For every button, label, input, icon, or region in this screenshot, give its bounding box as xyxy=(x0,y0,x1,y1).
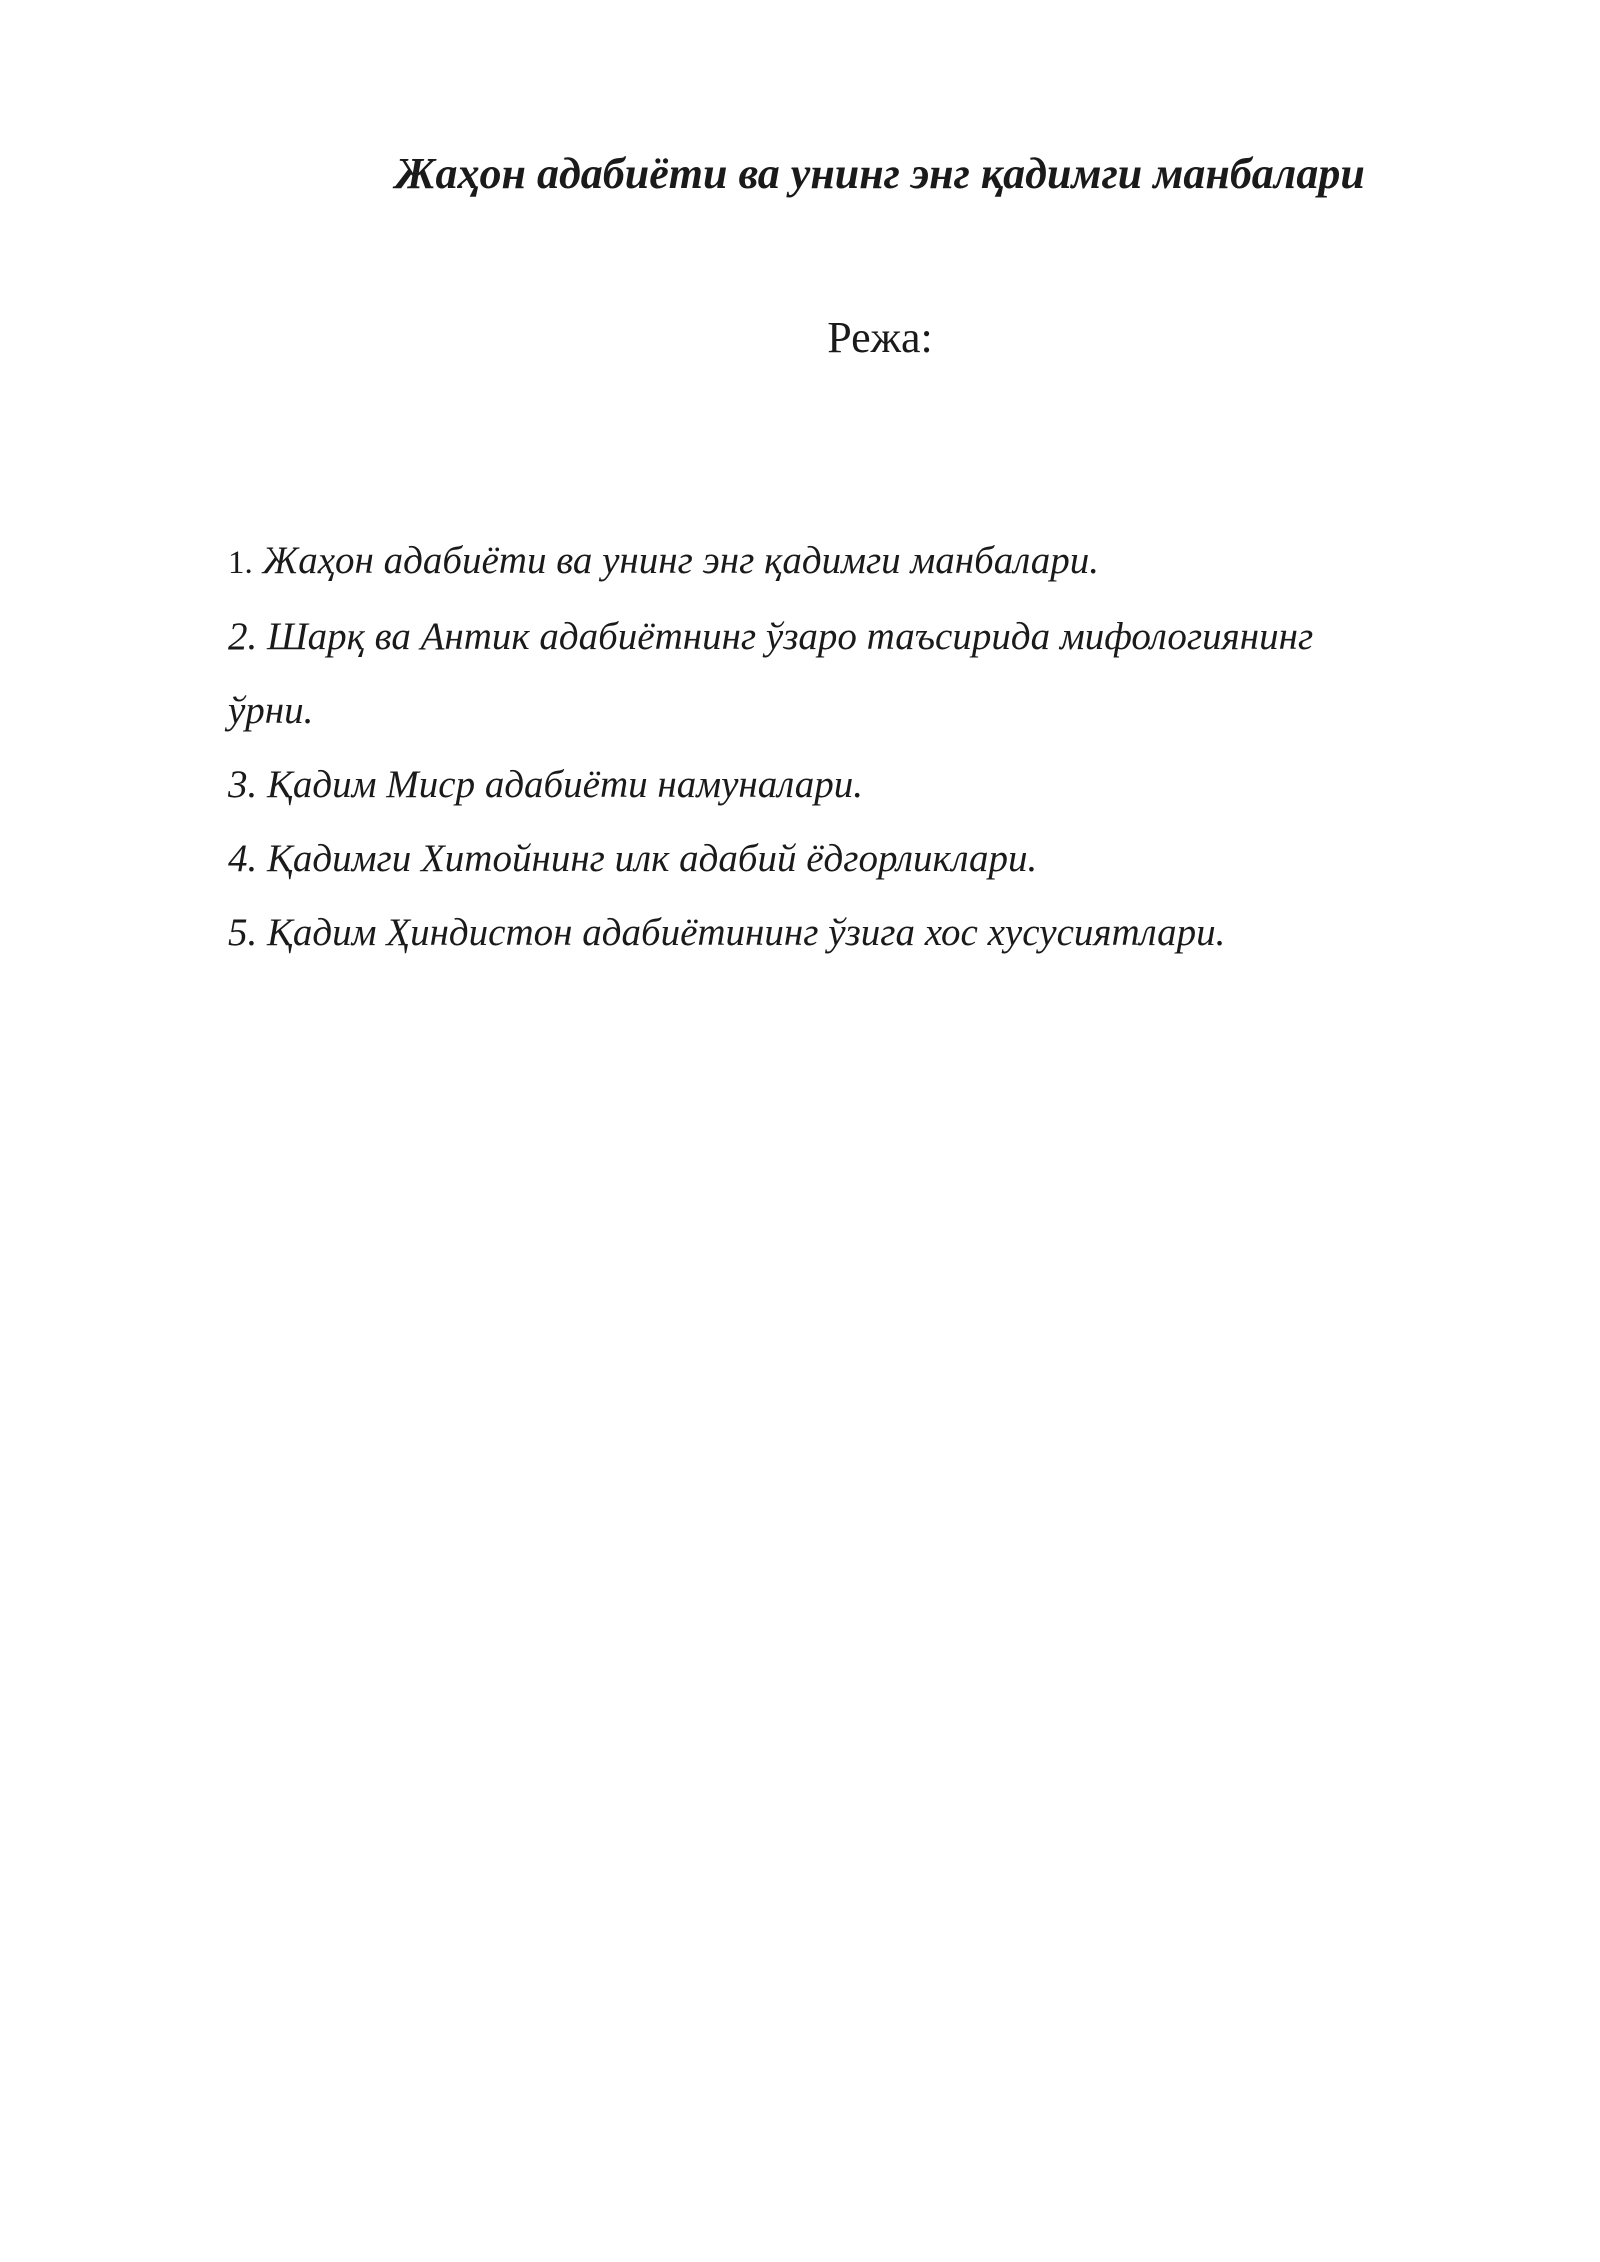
plan-item-2 xyxy=(228,600,1468,674)
plan-item-number: 4. xyxy=(228,837,258,880)
plan-item-5 xyxy=(228,896,1468,970)
plan-heading: Режа: xyxy=(827,313,933,362)
document-title: Жаҳон адабиёти ва унинг энг қадимги манбалари xyxy=(395,149,1365,198)
plan-item-1 xyxy=(228,524,1468,600)
plan-item-text: ўрни. xyxy=(228,689,314,732)
plan-item-number: 3. xyxy=(228,763,258,806)
plan-item-2-continuation xyxy=(228,674,1468,748)
plan-item-text: Қадим Миср адабиёти намуналари. xyxy=(267,763,864,806)
plan-list xyxy=(228,524,1468,970)
plan-item-text: Шарқ ва Антик адабиётнинг ўзаро таъсирида мифологиянинг xyxy=(267,615,1314,658)
plan-item-number: 2. xyxy=(228,615,258,658)
plan-item-4 xyxy=(228,822,1468,896)
plan-item-text: Жаҳон адабиёти ва унинг энг қадимги манбалари. xyxy=(262,539,1100,582)
plan-item-number: 5. xyxy=(228,911,258,954)
plan-item-3 xyxy=(228,748,1468,822)
plan-item-text: Қадимги Хитойнинг илк адабий ёдгорликлари. xyxy=(267,837,1038,880)
plan-item-text: Қадим Ҳиндистон адабиётининг ўзига хос хусусиятлари. xyxy=(267,911,1226,954)
plan-item-number: 1. xyxy=(228,545,253,581)
